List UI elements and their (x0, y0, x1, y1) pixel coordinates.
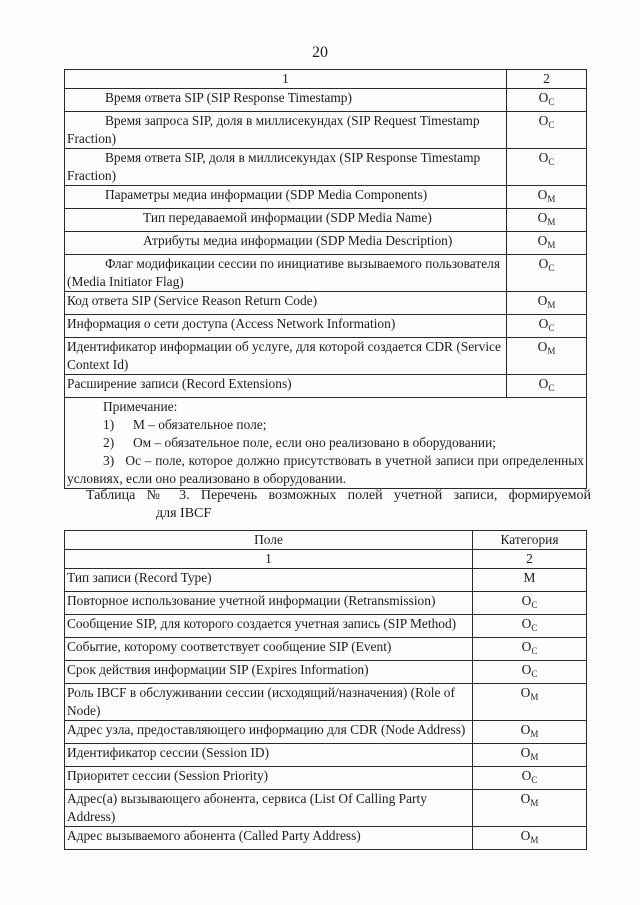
field-name: Адрес вызываемого абонента (Called Party Address) (65, 827, 473, 850)
field-name: Приоритет сессии (Session Priority) (65, 767, 473, 790)
field-name: Срок действия информации SIP (Expires Information) (65, 661, 473, 684)
field-name: Время запроса SIP, доля в миллисекундах (SIP Request Timestamp Fraction) (65, 112, 507, 149)
field-name: Время ответа SIP (SIP Response Timestamp) (65, 89, 507, 112)
note-number: 1) (103, 417, 115, 432)
accounting-fields-table-continued (64, 69, 587, 489)
table-row (65, 721, 587, 744)
field-name: Повторное использование учетной информации (Retransmission) (65, 592, 473, 615)
field-name: Адрес узла, предоставляющего информацию для CDR (Node Address) (65, 721, 473, 744)
field-category: $O_C$ (473, 592, 587, 615)
table-row (65, 209, 587, 232)
field-name: Параметры медиа информации (SDP Media Components) (65, 186, 507, 209)
field-name: Расширение записи (Record Extensions) (65, 375, 507, 398)
note-number: 2) (103, 435, 115, 450)
table-row (65, 232, 587, 255)
page-number: 20 (312, 44, 328, 61)
table-row (65, 292, 587, 315)
column-number-2: 2 (507, 70, 587, 89)
table-row (65, 684, 587, 721)
field-category: $O_C$ (473, 638, 587, 661)
note-text: Ос – поле, которое должно присутствовать в учетной записи при определенных условиях, если оно реализовано в оборудовании. (67, 453, 585, 486)
field-name: Сообщение SIP, для которого создается учетная запись (SIP Method) (65, 615, 473, 638)
ibcf-fields-table (64, 530, 587, 850)
field-category: $O_M$ (473, 744, 587, 767)
field-category: $O_M$ (507, 232, 587, 255)
field-category: M (473, 569, 587, 592)
field-category: $O_M$ (473, 827, 587, 850)
table-row (65, 315, 587, 338)
table-row (65, 767, 587, 790)
field-category: $O_C$ (507, 315, 587, 338)
field-category: $O_C$ (507, 112, 587, 149)
column-number-1: 1 (65, 550, 473, 569)
field-name: Время ответа SIP, доля в миллисекундах (SIP Response Timestamp Fraction) (65, 149, 507, 186)
field-name: Адрес(а) вызывающего абонента, сервиса (List Of Calling Party Address) (65, 790, 473, 827)
table-row (65, 790, 587, 827)
note-text: M – обязательное поле; (133, 417, 267, 432)
field-name: Флаг модификации сессии по инициативе вызываемого пользователя (Media Initiator Flag) (65, 255, 507, 292)
table-row (65, 615, 587, 638)
field-name: Роль IBCF в обслуживании сессии (исходящий/назначения) (Role of Node) (65, 684, 473, 721)
table-row (65, 827, 587, 850)
note-text: Ом – обязательное поле, если оно реализовано в оборудовании; (133, 435, 496, 450)
note-item (67, 416, 584, 434)
field-category: $O_M$ (507, 292, 587, 315)
field-name: Информация о сети доступа (Access Network Information) (65, 315, 507, 338)
field-category: $O_C$ (507, 375, 587, 398)
field-category: $O_C$ (507, 89, 587, 112)
note-cell (65, 398, 587, 489)
table-row (65, 592, 587, 615)
field-category: $O_M$ (507, 209, 587, 232)
table-row (65, 255, 587, 292)
field-name: Событие, которому соответствует сообщение SIP (Event) (65, 638, 473, 661)
table3-caption-line2: для IBCF (156, 506, 212, 521)
field-category: $O_M$ (473, 790, 587, 827)
field-name: Атрибуты медиа информации (SDP Media Description) (65, 232, 507, 255)
table-row (65, 661, 587, 684)
table-header-row (65, 531, 587, 550)
field-category: $O_C$ (507, 255, 587, 292)
column-number-2: 2 (473, 550, 587, 569)
field-category: $O_M$ (473, 684, 587, 721)
field-category: $O_C$ (473, 661, 587, 684)
field-name: Идентификатор сессии (Session ID) (65, 744, 473, 767)
field-category: $O_C$ (473, 767, 587, 790)
note-title: Примечание: (103, 399, 178, 414)
field-name: Тип записи (Record Type) (65, 569, 473, 592)
column-header-category: Категория (473, 531, 587, 550)
note-item (67, 452, 584, 488)
field-name: Код ответа SIP (Service Reason Return Code) (65, 292, 507, 315)
table-row (65, 186, 587, 209)
table-header-row (65, 70, 587, 89)
field-category: $O_C$ (473, 615, 587, 638)
field-category: $O_M$ (507, 338, 587, 375)
table-row (65, 149, 587, 186)
table-row (65, 375, 587, 398)
table-row (65, 112, 587, 149)
note-number: 3) (103, 453, 115, 468)
field-name: Тип передаваемой информации (SDP Media Name) (65, 209, 507, 232)
column-number-row (65, 550, 587, 569)
note-item (67, 434, 584, 452)
table-row (65, 569, 587, 592)
field-category: $O_C$ (507, 149, 587, 186)
field-name: Идентификатор информации об услуге, для которой создается CDR (Service Context Id) (65, 338, 507, 375)
table3-caption (86, 487, 591, 523)
table3-caption-line1: Таблица № 3. Перечень возможных полей учетной записи, формируемой (86, 488, 591, 503)
column-header-field: Поле (65, 531, 473, 550)
column-number-1: 1 (65, 70, 507, 89)
table-row (65, 338, 587, 375)
table-row (65, 744, 587, 767)
field-category: $O_M$ (507, 186, 587, 209)
table-row (65, 638, 587, 661)
note-row (65, 398, 587, 489)
field-category: $O_M$ (473, 721, 587, 744)
table-row (65, 89, 587, 112)
